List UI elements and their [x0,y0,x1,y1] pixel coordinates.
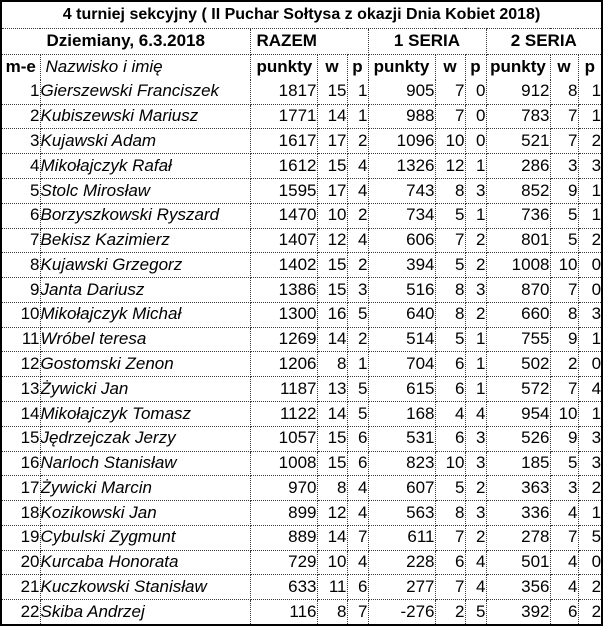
seria1-p-cell: 1 [465,203,486,228]
table-row [2,203,601,228]
razem-punkty-cell: 116 [250,600,317,624]
seria2-w-cell: 7 [550,377,578,402]
table-row [2,550,601,575]
seria2-punkty-cell: 278 [486,525,550,550]
seria1-w-cell: 8 [435,178,465,203]
seria2-w-cell: 3 [550,154,578,179]
seria2-punkty-cell: 392 [486,600,550,624]
col-header-seria2-w: w [550,54,578,80]
razem-punkty-cell: 1269 [250,327,317,352]
rank-cell: 17 [2,476,40,501]
seria2-punkty-cell: 870 [486,278,550,303]
seria2-w-cell: 4 [550,501,578,526]
razem-p-cell: 6 [347,451,368,476]
seria2-p-cell: 1 [578,327,601,352]
name-cell: Bekisz Kazimierz [40,228,250,253]
seria1-w-cell: 8 [435,501,465,526]
col-header-name: Nazwisko i imię [40,54,250,80]
seria2-punkty-cell: 1008 [486,253,550,278]
seria2-w-cell: 4 [550,550,578,575]
razem-w-cell: 17 [317,178,347,203]
table-row [2,600,601,624]
col-header-rank: m-e [2,54,40,80]
seria2-w-cell: 8 [550,302,578,327]
seria1-w-cell: 12 [435,154,465,179]
col-header-razem-p: p [347,54,368,80]
seria1-p-cell: 0 [465,104,486,129]
razem-w-cell: 8 [317,352,347,377]
seria2-p-cell: 2 [578,476,601,501]
seria1-p-cell: 3 [465,451,486,476]
name-cell: Mikołajczyk Tomasz [40,402,250,427]
seria2-w-cell: 10 [550,402,578,427]
seria1-punkty-cell: 606 [368,228,435,253]
seria1-w-cell: 10 [435,129,465,154]
rank-cell: 1 [2,80,40,104]
seria2-punkty-cell: 185 [486,451,550,476]
rank-cell: 20 [2,550,40,575]
seria1-punkty-cell: 277 [368,575,435,600]
razem-punkty-cell: 1008 [250,451,317,476]
table-row [2,278,601,303]
razem-w-cell: 15 [317,253,347,278]
rank-cell: 18 [2,501,40,526]
title-row [2,2,601,28]
table-row [2,178,601,203]
seria2-p-cell: 2 [578,600,601,624]
razem-punkty-cell: 1817 [250,80,317,104]
table-row [2,501,601,526]
name-cell: Kurcaba Honorata [40,550,250,575]
razem-p-cell: 6 [347,426,368,451]
table-row [2,302,601,327]
rank-cell: 4 [2,154,40,179]
razem-punkty-cell: 889 [250,525,317,550]
razem-p-cell: 4 [347,228,368,253]
table-row [2,402,601,427]
seria1-p-cell: 1 [465,327,486,352]
seria1-w-cell: 7 [435,575,465,600]
razem-w-cell: 15 [317,154,347,179]
seria2-punkty-cell: 286 [486,154,550,179]
seria1-p-cell: 2 [465,228,486,253]
seria1-p-cell: 1 [465,352,486,377]
name-cell: Narloch Stanisław [40,451,250,476]
seria1-punkty-cell: 1326 [368,154,435,179]
seria2-p-cell: 2 [578,228,601,253]
seria2-p-cell: 1 [578,203,601,228]
table-row [2,154,601,179]
razem-punkty-cell: 1771 [250,104,317,129]
rank-cell: 12 [2,352,40,377]
seria2-p-cell: 0 [578,278,601,303]
razem-p-cell: 4 [347,476,368,501]
rank-cell: 10 [2,302,40,327]
razem-p-cell: 4 [347,550,368,575]
razem-p-cell: 2 [347,129,368,154]
rank-cell: 5 [2,178,40,203]
seria1-w-cell: 4 [435,402,465,427]
seria2-w-cell: 9 [550,178,578,203]
seria1-w-cell: 7 [435,525,465,550]
seria1-punkty-cell: 228 [368,550,435,575]
seria2-punkty-cell: 526 [486,426,550,451]
seria1-w-cell: 6 [435,377,465,402]
razem-w-cell: 12 [317,228,347,253]
razem-w-cell: 14 [317,525,347,550]
razem-punkty-cell: 1617 [250,129,317,154]
seria2-punkty-cell: 852 [486,178,550,203]
seria1-punkty-cell: 611 [368,525,435,550]
name-cell: Kujawski Grzegorz [40,253,250,278]
razem-punkty-cell: 1122 [250,402,317,427]
razem-w-cell: 15 [317,451,347,476]
column-header-row [2,54,601,80]
seria2-punkty-cell: 783 [486,104,550,129]
table-row [2,525,601,550]
rank-cell: 6 [2,203,40,228]
seria1-w-cell: 5 [435,203,465,228]
razem-p-cell: 1 [347,352,368,377]
razem-p-cell: 2 [347,203,368,228]
razem-w-cell: 15 [317,278,347,303]
name-cell: Skiba Andrzej [40,600,250,624]
col-header-seria1-w: w [435,54,465,80]
section-header-row [2,28,601,54]
seria1-p-cell: 3 [465,426,486,451]
name-cell: Wróbel teresa [40,327,250,352]
seria1-punkty-cell: 168 [368,402,435,427]
rank-cell: 13 [2,377,40,402]
table-row [2,377,601,402]
rank-cell: 15 [2,426,40,451]
seria1-p-cell: 4 [465,550,486,575]
seria1-punkty-cell: 514 [368,327,435,352]
seria1-w-cell: 6 [435,550,465,575]
seria1-punkty-cell: 607 [368,476,435,501]
table-row [2,426,601,451]
seria1-p-cell: 3 [465,278,486,303]
razem-p-cell: 6 [347,575,368,600]
razem-w-cell: 10 [317,203,347,228]
razem-p-cell: 4 [347,501,368,526]
seria1-punkty-cell: 704 [368,352,435,377]
name-cell: Żywicki Jan [40,377,250,402]
name-cell: Kujawski Adam [40,129,250,154]
seria1-punkty-cell: 823 [368,451,435,476]
seria2-p-cell: 2 [578,575,601,600]
razem-p-cell: 5 [347,302,368,327]
rank-cell: 7 [2,228,40,253]
table-row [2,253,601,278]
seria1-punkty-cell: 734 [368,203,435,228]
rank-cell: 14 [2,402,40,427]
seria1-w-cell: 5 [435,327,465,352]
seria2-punkty-cell: 912 [486,80,550,104]
seria2-w-cell: 7 [550,525,578,550]
seria1-punkty-cell: 640 [368,302,435,327]
razem-punkty-cell: 1595 [250,178,317,203]
name-cell: Cybulski Zygmunt [40,525,250,550]
seria2-p-cell: 5 [578,525,601,550]
seria2-punkty-cell: 801 [486,228,550,253]
table-row [2,80,601,104]
rank-cell: 9 [2,278,40,303]
razem-p-cell: 7 [347,525,368,550]
razem-w-cell: 10 [317,550,347,575]
seria2-punkty-cell: 356 [486,575,550,600]
seria1-w-cell: 7 [435,80,465,104]
seria2-punkty-cell: 572 [486,377,550,402]
seria2-w-cell: 5 [550,228,578,253]
section-seria-2: 2 SERIA [486,28,601,54]
name-cell: Mikołajczyk Rafał [40,154,250,179]
seria2-punkty-cell: 736 [486,203,550,228]
col-header-seria2-p: p [578,54,601,80]
razem-w-cell: 14 [317,327,347,352]
seria2-p-cell: 3 [578,154,601,179]
seria2-w-cell: 9 [550,426,578,451]
name-cell: Kuczkowski Stanisław [40,575,250,600]
seria1-w-cell: 6 [435,426,465,451]
rank-cell: 11 [2,327,40,352]
seria2-punkty-cell: 954 [486,402,550,427]
razem-punkty-cell: 633 [250,575,317,600]
table-row [2,476,601,501]
razem-punkty-cell: 1057 [250,426,317,451]
seria2-w-cell: 8 [550,80,578,104]
name-cell: Kozikowski Jan [40,501,250,526]
seria2-punkty-cell: 363 [486,476,550,501]
razem-punkty-cell: 970 [250,476,317,501]
seria1-p-cell: 0 [465,80,486,104]
table-row [2,129,601,154]
seria1-w-cell: 10 [435,451,465,476]
table-row [2,228,601,253]
table-row [2,327,601,352]
razem-p-cell: 2 [347,327,368,352]
razem-w-cell: 8 [317,600,347,624]
seria1-punkty-cell: 531 [368,426,435,451]
name-cell: Kubiszewski Mariusz [40,104,250,129]
seria1-p-cell: 5 [465,600,486,624]
col-header-razem-w: w [317,54,347,80]
seria2-p-cell: 4 [578,377,601,402]
seria1-w-cell: 6 [435,352,465,377]
razem-punkty-cell: 899 [250,501,317,526]
name-cell: Jędrzejczak Jerzy [40,426,250,451]
seria2-p-cell: 3 [578,426,601,451]
razem-w-cell: 12 [317,501,347,526]
seria2-w-cell: 7 [550,278,578,303]
seria2-w-cell: 2 [550,352,578,377]
seria1-w-cell: 8 [435,278,465,303]
seria2-punkty-cell: 501 [486,550,550,575]
razem-w-cell: 11 [317,575,347,600]
rank-cell: 8 [2,253,40,278]
seria1-p-cell: 4 [465,575,486,600]
seria2-w-cell: 5 [550,203,578,228]
seria1-punkty-cell: 743 [368,178,435,203]
seria2-punkty-cell: 521 [486,129,550,154]
seria1-p-cell: 1 [465,377,486,402]
razem-punkty-cell: 1187 [250,377,317,402]
seria2-p-cell: 3 [578,302,601,327]
name-cell: Mikołajczyk Michał [40,302,250,327]
razem-p-cell: 5 [347,377,368,402]
seria1-p-cell: 2 [465,525,486,550]
razem-punkty-cell: 1386 [250,278,317,303]
seria2-punkty-cell: 502 [486,352,550,377]
seria2-p-cell: 1 [578,501,601,526]
location-date: Dziemiany, 6.3.2018 [2,28,250,54]
seria1-p-cell: 4 [465,402,486,427]
seria2-w-cell: 7 [550,129,578,154]
seria2-w-cell: 10 [550,253,578,278]
razem-p-cell: 1 [347,104,368,129]
name-cell: Gierszewski Franciszek [40,80,250,104]
table-row [2,451,601,476]
seria1-p-cell: 3 [465,178,486,203]
razem-w-cell: 17 [317,129,347,154]
razem-punkty-cell: 1300 [250,302,317,327]
razem-w-cell: 15 [317,426,347,451]
seria2-punkty-cell: 660 [486,302,550,327]
seria1-p-cell: 2 [465,253,486,278]
section-seria-1: 1 SERIA [368,28,486,54]
seria1-p-cell: 0 [465,129,486,154]
seria1-punkty-cell: 988 [368,104,435,129]
name-cell: Gostomski Zenon [40,352,250,377]
rank-cell: 16 [2,451,40,476]
col-header-seria2-punkty: punkty [486,54,550,80]
seria2-w-cell: 9 [550,327,578,352]
razem-p-cell: 4 [347,154,368,179]
razem-punkty-cell: 1402 [250,253,317,278]
seria2-w-cell: 4 [550,575,578,600]
seria2-w-cell: 3 [550,476,578,501]
seria2-w-cell: 5 [550,451,578,476]
razem-p-cell: 2 [347,253,368,278]
seria1-punkty-cell: 1096 [368,129,435,154]
razem-punkty-cell: 1612 [250,154,317,179]
razem-p-cell: 1 [347,80,368,104]
seria1-punkty-cell: 905 [368,80,435,104]
seria1-punkty-cell: 394 [368,253,435,278]
seria1-punkty-cell: -276 [368,600,435,624]
col-header-seria1-punkty: punkty [368,54,435,80]
page-title: 4 turniej sekcyjny ( II Puchar Sołtysa z okazji Dnia Kobiet 2018) [2,2,601,28]
results-table [2,2,601,624]
razem-w-cell: 16 [317,302,347,327]
seria2-p-cell: 0 [578,352,601,377]
table-row [2,104,601,129]
seria2-p-cell: 1 [578,104,601,129]
seria1-w-cell: 8 [435,302,465,327]
razem-p-cell: 5 [347,402,368,427]
seria1-punkty-cell: 563 [368,501,435,526]
table-row [2,352,601,377]
razem-w-cell: 13 [317,377,347,402]
rank-cell: 19 [2,525,40,550]
col-header-razem-punkty: punkty [250,54,317,80]
seria2-punkty-cell: 755 [486,327,550,352]
seria1-w-cell: 2 [435,600,465,624]
razem-p-cell: 3 [347,278,368,303]
seria2-p-cell: 1 [578,402,601,427]
seria1-p-cell: 3 [465,501,486,526]
seria2-p-cell: 0 [578,550,601,575]
seria2-p-cell: 3 [578,451,601,476]
seria2-p-cell: 1 [578,80,601,104]
razem-p-cell: 4 [347,178,368,203]
seria1-p-cell: 2 [465,476,486,501]
seria1-w-cell: 7 [435,104,465,129]
razem-punkty-cell: 1470 [250,203,317,228]
name-cell: Żywicki Marcin [40,476,250,501]
section-razem: RAZEM [250,28,368,54]
razem-punkty-cell: 729 [250,550,317,575]
table-row [2,575,601,600]
name-cell: Borzyszkowski Ryszard [40,203,250,228]
razem-punkty-cell: 1407 [250,228,317,253]
razem-w-cell: 8 [317,476,347,501]
rank-cell: 21 [2,575,40,600]
rank-cell: 22 [2,600,40,624]
seria1-punkty-cell: 516 [368,278,435,303]
razem-w-cell: 15 [317,80,347,104]
seria2-w-cell: 6 [550,600,578,624]
seria2-punkty-cell: 336 [486,501,550,526]
seria1-w-cell: 5 [435,476,465,501]
rank-cell: 3 [2,129,40,154]
seria1-p-cell: 2 [465,302,486,327]
seria2-p-cell: 2 [578,129,601,154]
results-body [2,80,601,624]
razem-p-cell: 7 [347,600,368,624]
rank-cell: 2 [2,104,40,129]
seria1-w-cell: 7 [435,228,465,253]
name-cell: Janta Dariusz [40,278,250,303]
seria2-w-cell: 7 [550,104,578,129]
razem-punkty-cell: 1206 [250,352,317,377]
seria1-p-cell: 1 [465,154,486,179]
name-cell: Stolc Mirosław [40,178,250,203]
razem-w-cell: 14 [317,104,347,129]
seria1-w-cell: 5 [435,253,465,278]
seria1-punkty-cell: 615 [368,377,435,402]
razem-w-cell: 14 [317,402,347,427]
col-header-seria1-p: p [465,54,486,80]
seria2-p-cell: 0 [578,253,601,278]
seria2-p-cell: 1 [578,178,601,203]
